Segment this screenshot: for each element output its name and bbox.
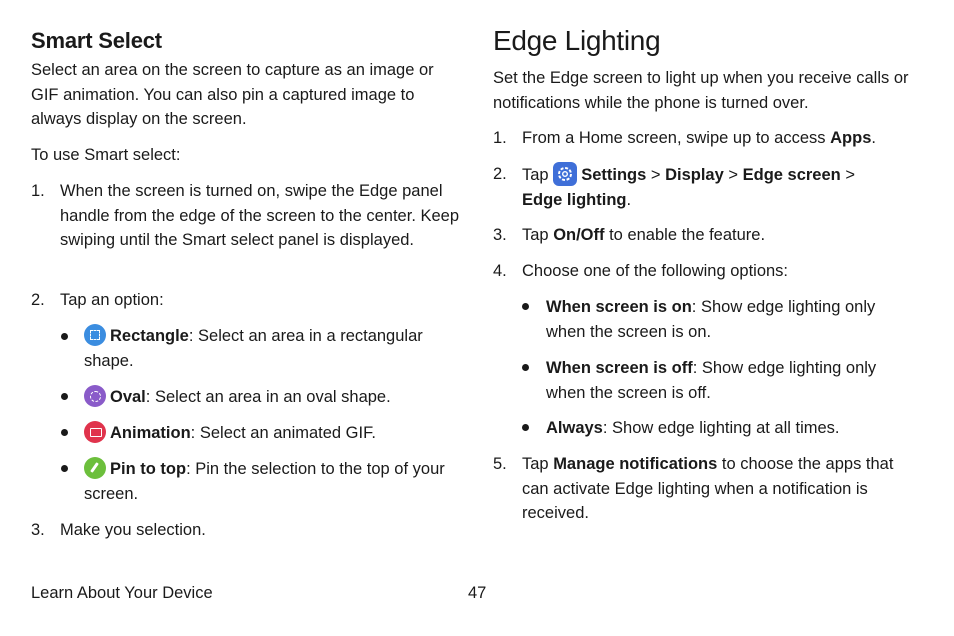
option-always: Always: Show edge lighting at all times. [546,419,840,437]
option-when-screen-off: When screen is off: Show edge lighting only when the screen is off. [546,359,877,402]
pin-icon [84,457,106,479]
smart-select-heading: Smart Select [31,28,162,53]
rectangle-icon [84,324,106,346]
step-text: Tap an option: [60,291,164,309]
bullet [61,465,68,472]
step-number: 3. [31,521,45,539]
oval-icon [84,385,106,407]
bullet [522,303,529,310]
option-oval: Oval: Select an area in an oval shape. [84,385,454,410]
step-number: 5. [493,455,507,473]
option-animation: Animation: Select an animated GIF. [84,421,454,446]
bullet [61,393,68,400]
step-text: From a Home screen, swipe up to access Apps. [522,129,876,147]
step-text: Tap Settings > Display > Edge screen > Edge lighting. [522,162,922,212]
step-text: Make you selection. [60,521,206,539]
footer-section-title: Learn About Your Device [31,584,213,602]
step-number: 1. [493,129,507,147]
bullet [522,424,529,431]
edge-lighting-intro: Set the Edge screen to light up when you receive calls or notifications while the phone is turned over. [493,69,909,112]
option-when-screen-on: When screen is on: Show edge lighting only when the screen is on. [546,298,876,341]
step-number: 3. [493,226,507,244]
step-number: 2. [31,291,45,309]
option-pin-to-top: Pin to top: Pin the selection to the top of your screen. [84,457,454,506]
step-text: When the screen is turned on, swipe the Edge panel handle from the edge of the screen to the center. Keep swiping until the Smart select panel is displayed. [60,182,460,249]
animation-icon [84,421,106,443]
edge-lighting-heading: Edge Lighting [493,25,661,56]
step-text: Choose one of the following options: [522,262,789,280]
step-number: 1. [31,182,45,200]
option-rectangle: Rectangle: Select an area in a rectangular shape. [84,324,454,373]
to-use-label: To use Smart select: [31,146,181,164]
step-number: 2. [493,165,507,183]
step-number: 4. [493,262,507,280]
page-number: 47 [468,584,487,602]
smart-select-intro: Select an area on the screen to capture as an image or GIF animation. You can also pin a captured image to always display on the screen. [31,61,434,128]
step-text: Tap On/Off to enable the feature. [522,226,766,244]
step-text: Tap Manage notifications to choose the apps that can activate Edge lighting when a notification is received. [522,455,894,522]
settings-icon [553,162,577,186]
bullet [522,364,529,371]
bullet [61,333,68,340]
bullet [61,429,68,436]
